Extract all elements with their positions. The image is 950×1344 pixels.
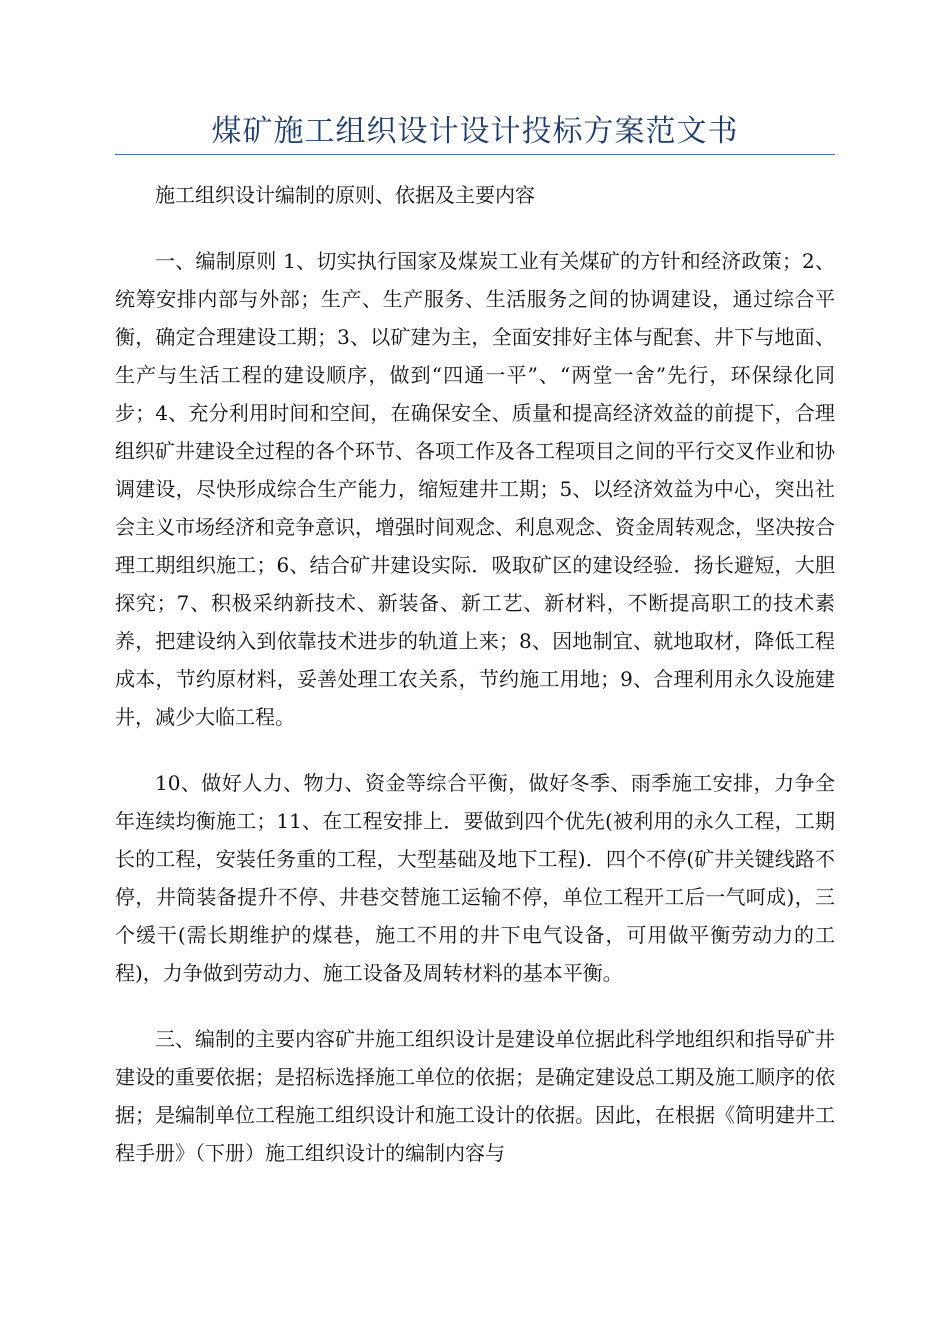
paragraph-principles: 一、编制原则 1、切实执行国家及煤炭工业有关煤矿的方针和经济政策；2、统筹安排内部与外部；生产、生产服务、生活服务之间的协调建设，通过综合平衡，确定合理建设工期；3、以矿建为主，全面安排好主体与配套、井下与地面、生产与生活工程的建设顺序，做到“四通一平”、“两堂一舍”先行，环保绿化同步；4、充分利用时间和空间，在确保安全、质量和提高经济效益的前提下，合理组织矿井建设全过程的各个环节、各项工作及各工程项目之间的平行交叉作业和协调建设，尽快形成综合生产能力，缩短建井工期；5、以经济效益为中心，突出社会主义市场经济和竞争意识，增强时间观念、利息观念、资金周转观念，坚决按合理工期组织施工；6、结合矿井建设实际．吸取矿区的建设经验．扬长避短，大胆探究；7、积极采纳新技术、新装备、新工艺、新材料，不断提高职工的技术素养，把建设纳入到依靠技术进步的轨道上来；8、因地制宜、就地取材，降低工程成本，节约原材料，妥善处理工农关系，节约施工用地；9、合理利用永久设施建井，减少大临工程。 — [115, 249, 835, 729]
document-title: 煤矿施工组织设计设计投标方案范文书 — [211, 114, 739, 149]
paragraph-balance: 10、做好人力、物力、资金等综合平衡，做好冬季、雨季施工安排，力争全年连续均衡施工；11、在工程安排上．要做到四个优先(被利用的永久工程，工期长的工程，安装任务重的工程，大型基础及地下工程)．四个不停(矿井关键线路不停，井筒装备提升不停、井巷交替施工运输不停，单位工程开工后一气呵成)，三个缓干(需长期维护的煤巷，施工不用的井下电气设备，可用做平衡劳动力的工程)，力争做到劳动力、施工设备及周转材料的基本平衡。 — [115, 771, 835, 985]
title-underline — [115, 154, 835, 155]
document-body — [115, 176, 835, 1200]
section-heading: 施工组织设计编制的原则、依据及主要内容 — [155, 183, 535, 207]
paragraph-main-content: 三、编制的主要内容矿井施工组织设计是建设单位据此科学地组织和指导矿井建设的重要依据；是招标选择施工单位的依据；是确定建设总工期及施工顺序的依据；是编制单位工程施工组织设计和施工设计的依据。因此，在根据《简明建井工程手册》（下册）施工组织设计的编制内容与 — [115, 1027, 835, 1165]
